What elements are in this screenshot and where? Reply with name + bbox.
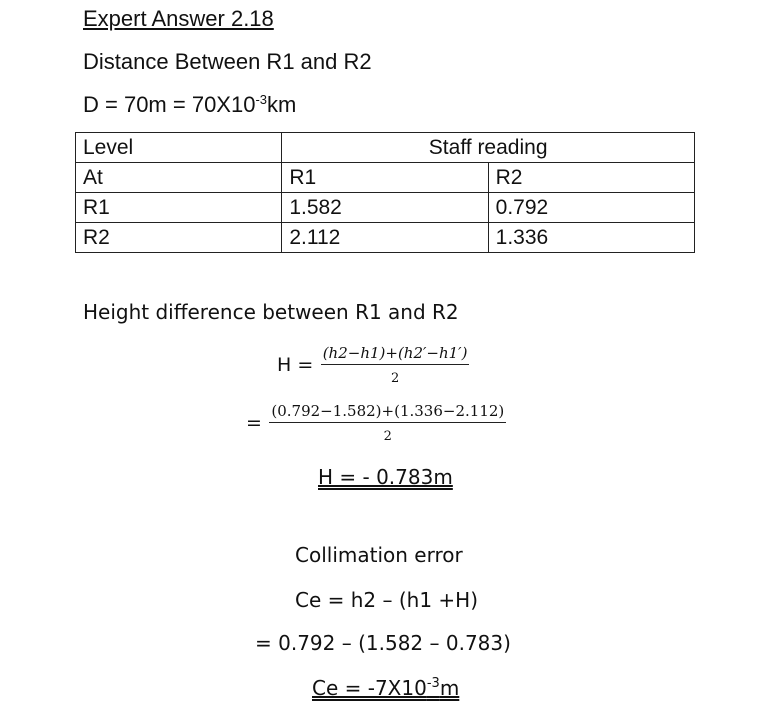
height-result-text: H = - 0.783m <box>318 465 453 489</box>
ce-result-prefix: Ce = -7X10 <box>312 676 427 700</box>
distance-eq-unit: km <box>267 92 297 117</box>
collimation-error-label: Collimation error <box>295 543 463 567</box>
distance-label: Distance Between R1 and R2 <box>83 49 372 74</box>
collimation-result-text <box>312 676 459 700</box>
substitution-numerator: (0.792−1.582)+(1.336−2.112) <box>269 402 506 423</box>
table-row <box>76 223 695 253</box>
table-row <box>76 193 695 223</box>
height-substitution <box>246 402 506 444</box>
substitution-denominator: 2 <box>383 429 392 444</box>
height-formula <box>277 344 469 386</box>
distance-eq-exponent: -3 <box>255 92 268 107</box>
header-staff-reading: Staff reading <box>282 133 695 163</box>
row-r2-value: 0.792 <box>488 193 694 223</box>
collimation-substitution: = 0.792 – (1.582 – 0.783) <box>255 631 511 655</box>
row-r1-value: 1.582 <box>282 193 488 223</box>
height-difference-label: Height difference between R1 and R2 <box>83 300 459 324</box>
formula-denominator: 2 <box>390 371 400 386</box>
row-r2-value: 1.336 <box>488 223 694 253</box>
header-level: Level <box>76 133 282 163</box>
subheader-r1: R1 <box>282 163 488 193</box>
substitution-fraction <box>269 402 506 444</box>
table-header-row <box>76 133 695 163</box>
formula-numerator: (h2−h1)+(h2′−h1′) <box>321 344 470 365</box>
collimation-result <box>312 676 459 700</box>
row-level: R1 <box>76 193 282 223</box>
collimation-formula: Ce = h2 – (h1 +H) <box>295 588 479 612</box>
substitution-lhs: = <box>246 412 262 434</box>
subheader-at: At <box>76 163 282 193</box>
answer-heading: Expert Answer 2.18 <box>83 6 274 31</box>
table-subheader-row <box>76 163 695 193</box>
staff-reading-table <box>75 132 695 253</box>
ce-result-unit: m <box>439 676 460 700</box>
height-result <box>318 465 453 489</box>
formula-lhs: H = <box>277 354 314 376</box>
row-level: R2 <box>76 223 282 253</box>
ce-result-exponent: -3 <box>426 676 440 691</box>
row-r1-value: 2.112 <box>282 223 488 253</box>
distance-equation <box>83 92 296 118</box>
distance-eq-prefix: D = 70m = 70X10 <box>83 92 256 117</box>
subheader-r2: R2 <box>488 163 694 193</box>
formula-fraction <box>321 344 470 386</box>
